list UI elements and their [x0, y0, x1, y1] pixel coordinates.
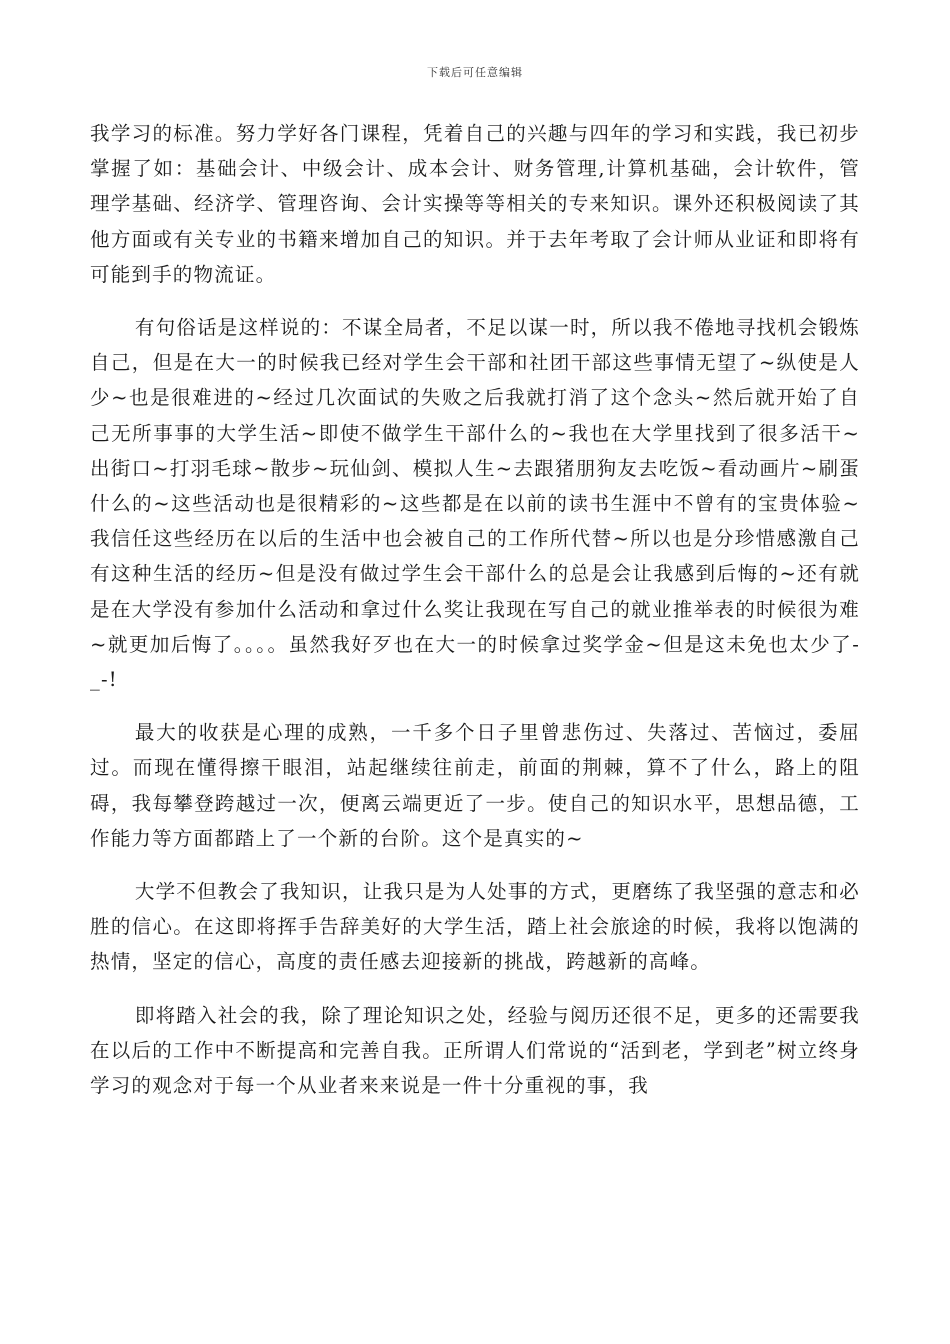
page-header: 下载后可任意编辑: [427, 66, 523, 79]
paragraph-growth: 最大的收获是心理的成熟，一千多个日子里曾悲伤过、失落过、苦恼过，委屈过。而现在懂得擦干眼泪，站起继续往前走，前面的荆棘，算不了什么，路上的阻碍，我每攀登跨越过一次，便离云端更近了一步。使自己的知识水平，思想品德，工作能力等方面都踏上了一个新的台阶。这个是真实的~: [90, 721, 860, 850]
document-body: [90, 116, 860, 1121]
paragraph-society: 即将踏入社会的我，除了理论知识之处，经验与阅历还很不足，更多的还需要我在以后的工作中不断提高和完善自我。正所谓人们常说的“活到老，学到老”树立终身学习的观念对于每一个从业者来来说是一件十分重视的事，我: [90, 1003, 860, 1098]
paragraph-continued: 我学习的标准。努力学好各门课程，凭着自己的兴趣与四年的学习和实践，我已初步掌握了如：基础会计、中级会计、成本会计、财务管理,计算机基础，会计软件，管理学基础、经济学、管理咨询、会计实操等等相关的专来知识。课外还积极阅读了其他方面或有关专业的书籍来增加自己的知识。并于去年考取了会计师从业证和即将有可能到手的物流证。: [90, 122, 860, 286]
paragraph-university: 大学不但教会了我知识，让我只是为人处事的方式，更磨练了我坚强的意志和必胜的信心。在这即将挥手告辞美好的大学生活，踏上社会旅途的时候，我将以饱满的热情，坚定的信心，高度的责任感去迎接新的挑战，跨越新的高峰。: [90, 880, 860, 974]
paragraph-proverb: 有句俗话是这样说的：不谋全局者，不足以谋一时，所以我不倦地寻找机会锻炼自己，但是在大一的时候我已经对学生会干部和社团干部这些事情无望了~纵使是人少~也是很难进的~经过几次面试的失败之后我就打消了这个念头~然后就开始了自己无所事事的大学生活~即使不做学生干部什么的~我也在大学里找到了很多活干~出街口~打羽毛球~散步~玩仙剑、模拟人生~去跟猪朋狗友去吃饭~看动画片~刷蛋什么的~这些活动也是很精彩的~这些都是在以前的读书生涯中不曾有的宝贵体验~我信任这些经历在以后的生活中也会被自己的工作所代替~所以也是分珍惜感激自己有这种生活的经历~但是没有做过学生会干部什么的总是会让我感到后悔的~还有就是在大学没有参加什么活动和拿过什么奖让我现在写自己的就业推举表的时候很为难~就更加后悔了。。。。虽然我好歹也在大一的时候拿过奖学金~但是这未免也太少了-_-!: [90, 316, 860, 692]
